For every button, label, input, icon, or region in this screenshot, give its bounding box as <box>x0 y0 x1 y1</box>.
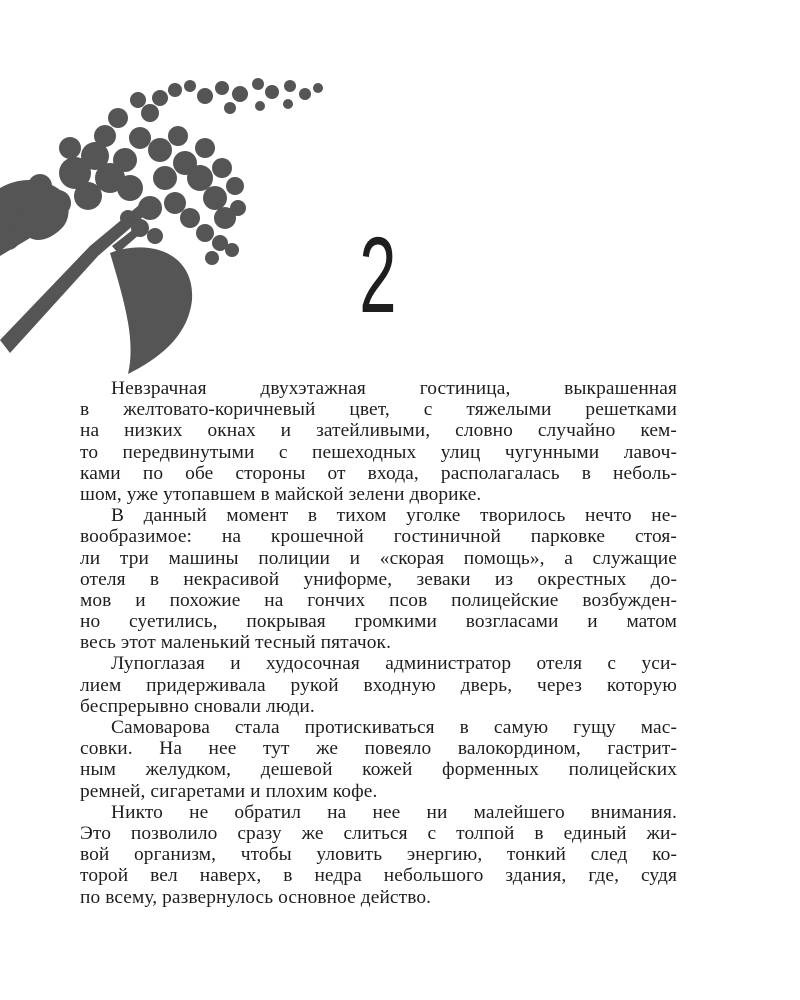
text-line: торой вел наверх, в недра небольшого здания, где, судя <box>80 865 677 887</box>
text-line: Это позволило сразу же слиться с толпой в единый жи- <box>80 822 677 844</box>
text-line: весь этот маленький тесный пятачок. <box>80 632 392 654</box>
text-line: совки. На нее тут же повеяло валокордином, гастрит- <box>80 738 677 760</box>
chapter-number <box>350 214 406 324</box>
paragraph <box>80 505 677 653</box>
text-line: Невзрачная двухэтажная гостиница, выкрашенная <box>111 378 677 399</box>
text-line: ным желудком, дешевой кожей форменных полицейских <box>80 759 677 781</box>
text-line: на низких окнах и затейливыми, словно случайно кем- <box>80 420 677 442</box>
chapter-body-text <box>80 378 677 908</box>
text-line: ли три машины полиции и «скорая помощь», а служащие <box>80 547 677 569</box>
text-line: беспрерывно сновали люди. <box>80 695 315 717</box>
paragraph <box>80 653 677 717</box>
paragraph <box>80 802 677 908</box>
lilac-branch-illustration <box>0 78 330 378</box>
text-line: ремней, сигаретами и плохим кофе. <box>80 780 378 802</box>
paragraph <box>80 378 677 505</box>
text-line: мов и похожие на гончих псов полицейские возбужден- <box>80 589 677 611</box>
text-line: по всему, развернулось основное действо. <box>80 886 432 908</box>
text-line: Лупоглазая и худосочная администратор отеля с уси- <box>111 653 677 675</box>
text-line: ками по обе стороны от входа, располагалась в неболь- <box>80 462 677 484</box>
text-line: Никто не обратил на нее ни малейшего внимания. <box>111 801 677 823</box>
text-line: но суетились, покрывая громкими возгласами и матом <box>80 611 677 633</box>
text-line: вообразимое: на крошечной гостиничной парковке стоя- <box>80 526 677 548</box>
text-line: Самоварова стала протискиваться в самую гущу мас- <box>111 717 677 738</box>
text-line: то передвинутыми с пешеходных улиц чугунными лавоч- <box>80 441 677 463</box>
text-line: шом, уже утопавшем в майской зелени дворике. <box>80 483 482 505</box>
text-line: лием придерживала рукой входную дверь, через которую <box>80 674 677 696</box>
text-line: в желтовато-коричневый цвет, с тяжелыми решетками <box>80 399 677 421</box>
text-line: отеля в некрасивой униформе, зеваки из окрестных до- <box>80 568 677 590</box>
text-line: вой организм, чтобы уловить энергию, тонкий след ко- <box>80 844 677 866</box>
paragraph <box>80 717 677 802</box>
text-line: В данный момент в тихом уголке творилось нечто не- <box>111 505 677 527</box>
svg-text:2: 2 <box>359 215 397 324</box>
